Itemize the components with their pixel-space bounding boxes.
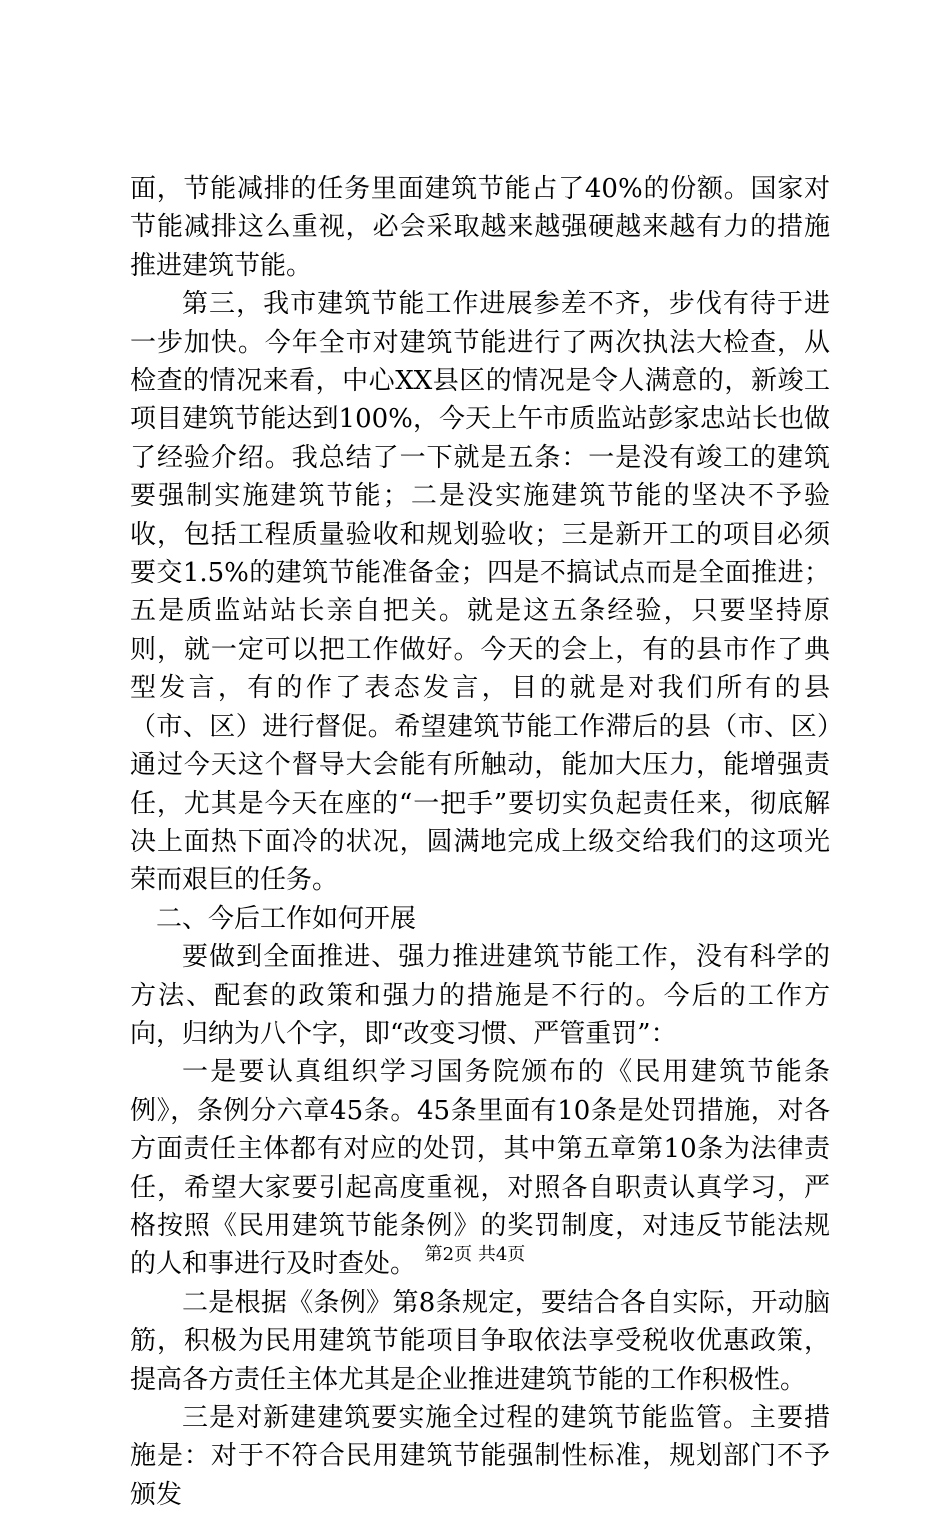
document-body <box>130 170 830 1514</box>
paragraph-third-point: 第三，我市建筑节能工作进展参差不齐，步伐有待于进一步加快。今年全市对建筑节能进行了两次执法大检查，从检查的情况来看，中心XX县区的情况是令人满意的，新竣工项目建筑节能达到100%，今天上午市质监站彭家忠站长也做了经验介绍。我总结了一下就是五条：一是没有竣工的建筑要强制实施建筑节能；二是没实施建筑节能的坚决不予验收，包括工程质量验收和规划验收；三是新开工的项目必须要交1.5%的建筑节能准备金；四是不搞试点而是全面推进；五是质监站站长亲自把关。就是这五条经验，只要坚持原则，就一定可以把工作做好。今天的会上，有的县市作了典型发言，有的作了表态发言，目的就是对我们所有的县（市、区）进行督促。希望建筑节能工作滞后的县（市、区）通过今天这个督导大会能有所触动，能加大压力，能增强责任，尤其是今天在座的“一把手”要切实负起责任来，彻底解决上面热下面冷的状况，圆满地完成上级交给我们的这项光荣而艰巨的任务。 <box>130 289 830 896</box>
section-heading: 二、今后工作如何开展 <box>156 903 417 934</box>
paragraph-item-one: 一是要认真组织学习国务院颁布的《民用建筑节能条例》，条例分六章45条。45条里面有10条是处罚措施，对各方面责任主体都有对应的处罚，其中第五章第10条为法律责任，希望大家要引起高度重视，对照各自职责认真学习，严格按照《民用建筑节能条例》的奖罚制度，对违反节能法规的人和事进行及时查处。 <box>130 1057 830 1280</box>
page-number-footer: 第2页 共4页 <box>424 1244 526 1265</box>
paragraph-item-three: 三是对新建建筑要实施全过程的建筑节能监管。主要措施是：对于不符合民用建筑节能强制性标准，规划部门不予颁发 <box>130 1403 830 1510</box>
paragraph-continuation: 面，节能减排的任务里面建筑节能占了40%的份额。国家对节能减排这么重视，必会采取越来越强硬越来越有力的措施推进建筑节能。 <box>130 174 830 281</box>
paragraph-intro: 要做到全面推进、强力推进建筑节能工作，没有科学的方法、配套的政策和强力的措施是不行的。今后的工作方向，归纳为八个字，即“改变习惯、严管重罚”： <box>130 942 830 1049</box>
paragraph-item-two: 二是根据《条例》第8条规定，要结合各自实际，开动脑筋，积极为民用建筑节能项目争取依法享受税收优惠政策，提高各方责任主体尤其是企业推进建筑节能的工作积极性。 <box>130 1287 830 1395</box>
